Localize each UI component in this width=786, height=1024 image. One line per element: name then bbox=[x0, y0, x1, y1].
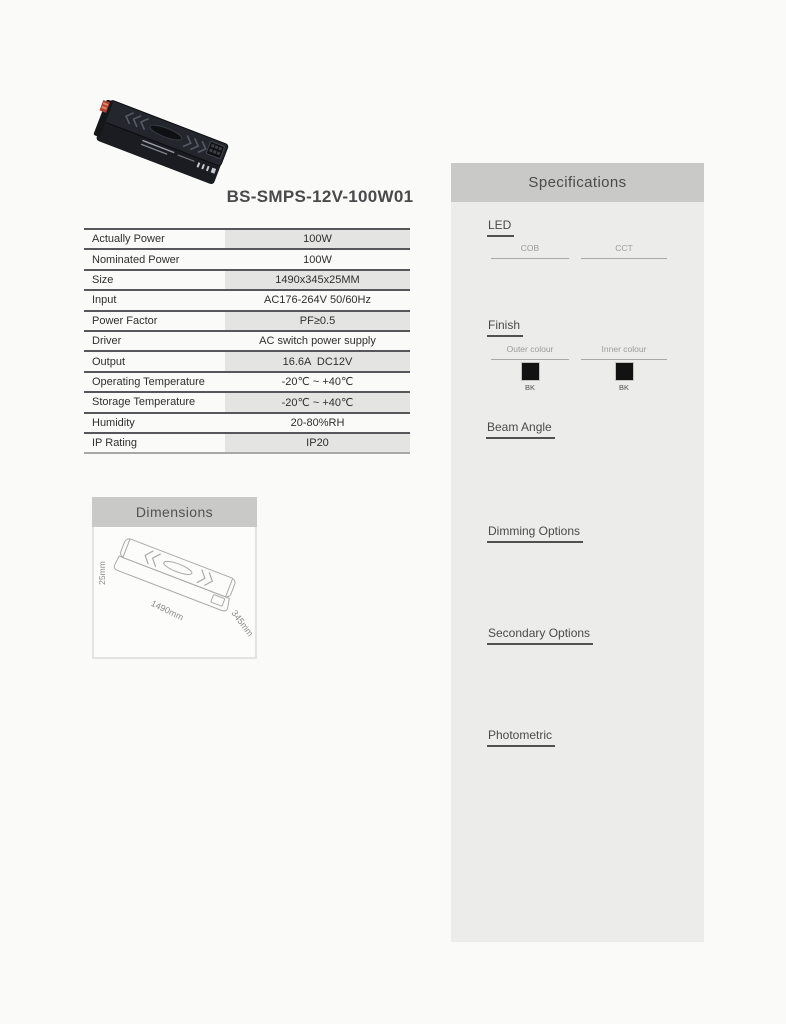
row-value: 100W bbox=[225, 230, 410, 248]
dimension-height-label: 25mm bbox=[97, 561, 107, 585]
dimensions-block bbox=[92, 497, 257, 659]
spec-table bbox=[84, 228, 410, 454]
dimension-length-label: 1490mm bbox=[149, 598, 186, 623]
product-title: BS-SMPS-12V-100W01 bbox=[226, 187, 414, 206]
led-column-cob: COB bbox=[491, 243, 569, 259]
row-label: IP Rating bbox=[92, 437, 138, 450]
section-label-photometric: Photometric bbox=[487, 728, 555, 747]
table-row bbox=[84, 248, 410, 268]
table-row bbox=[84, 269, 410, 289]
section-label-secondary-options: Secondary Options bbox=[487, 626, 593, 645]
table-row bbox=[84, 412, 410, 432]
section-label-beam-angle: Beam Angle bbox=[486, 420, 555, 439]
row-value: PF≥0.5 bbox=[225, 312, 410, 330]
row-label: Nominated Power bbox=[92, 253, 180, 266]
row-label: Actually Power bbox=[92, 233, 165, 246]
row-label: Driver bbox=[92, 335, 122, 348]
table-row bbox=[84, 371, 410, 391]
specifications-panel bbox=[451, 163, 704, 942]
finish-column-outer: Outer colour bbox=[491, 344, 569, 360]
dimensions-canvas bbox=[92, 527, 257, 659]
led-column-cct: CCT bbox=[581, 243, 667, 259]
row-value: AC176-264V 50/60Hz bbox=[263, 294, 371, 307]
row-label: Operating Temperature bbox=[92, 375, 205, 388]
row-value: 1490x345x25MM bbox=[225, 271, 410, 289]
row-value: 16.6A DC12V bbox=[225, 352, 410, 370]
row-label: Size bbox=[92, 273, 114, 286]
table-row bbox=[84, 350, 410, 370]
table-row bbox=[84, 432, 410, 452]
row-label: Output bbox=[92, 355, 126, 368]
row-value: IP20 bbox=[225, 434, 410, 452]
row-value: -20℃ ~ +40℃ bbox=[225, 393, 410, 411]
row-label: Power Factor bbox=[92, 314, 158, 327]
inner-colour-swatch bbox=[615, 362, 634, 381]
row-label: Storage Temperature bbox=[92, 396, 196, 409]
row-label: Humidity bbox=[92, 416, 135, 429]
section-label-led: LED bbox=[487, 218, 514, 237]
dimension-width-label: 345mm bbox=[229, 608, 255, 639]
table-row bbox=[84, 391, 410, 411]
product-photo bbox=[92, 100, 240, 190]
specifications-header: Specifications bbox=[451, 163, 704, 202]
table-row bbox=[84, 310, 410, 330]
section-label-finish: Finish bbox=[487, 318, 523, 337]
dimensions-header: Dimensions bbox=[92, 497, 257, 527]
finish-outer-swatch-group bbox=[491, 362, 569, 392]
dimensions-drawing bbox=[94, 527, 255, 655]
row-value: -20℃ ~ +40℃ bbox=[281, 376, 354, 389]
table-row bbox=[84, 228, 410, 248]
outer-colour-code: BK bbox=[524, 383, 535, 392]
row-value: 20-80%RH bbox=[290, 416, 345, 429]
row-value: 100W bbox=[303, 253, 332, 266]
table-row bbox=[84, 289, 410, 309]
row-label: Input bbox=[92, 294, 117, 307]
section-label-dimming-options: Dimming Options bbox=[487, 524, 583, 543]
table-row bbox=[84, 330, 410, 350]
inner-colour-code: BK bbox=[618, 383, 629, 392]
finish-column-inner: Inner colour bbox=[581, 344, 667, 360]
row-value: AC switch power supply bbox=[259, 335, 376, 348]
finish-inner-swatch-group bbox=[581, 362, 667, 392]
outer-colour-swatch bbox=[521, 362, 540, 381]
